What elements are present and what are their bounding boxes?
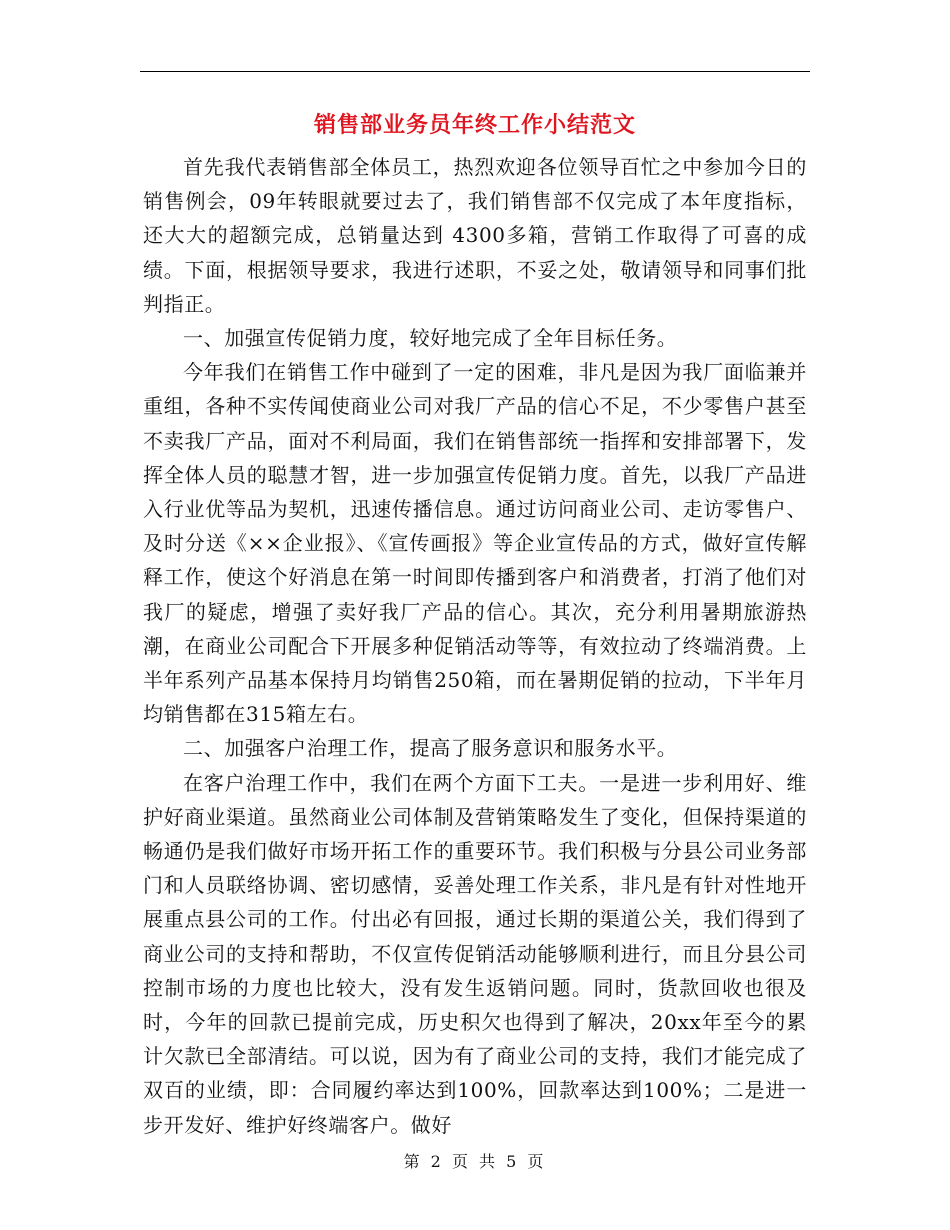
header-rule bbox=[140, 71, 810, 72]
document-body bbox=[143, 150, 807, 1142]
paragraph-intro: 首先我代表销售部全体员工，热烈欢迎各位领导百忙之中参加今日的销售例会，09年转眼就要过去了，我们销售部不仅完成了本年度指标，还大大的超额完成，总销量达到 4300多箱，营销工作取得了可喜的成绩。下面，根据领导要求，我进行述职，不妥之处，敬请领导和同事们批判指正。 bbox=[143, 155, 807, 316]
document-title: 销售部业务员年终工作小结范文 bbox=[313, 112, 636, 138]
page-footer: 第 2 页 共 5 页 bbox=[403, 1152, 547, 1171]
paragraph-customer-management: 在客户治理工作中，我们在两个方面下工夫。一是进一步利用好、维护好商业渠道。虽然商业公司体制及营销策略发生了变化，但保持渠道的畅通仍是我们做好市场开拓工作的重要环节。我们积极与分县公司业务部门和人员联络协调、密切感情，妥善处理工作关系，非凡是有针对性地开展重点县公司的工作。付出必有回报，通过长期的渠道公关，我们得到了商业公司的支持和帮助，不仅宣传促销活动能够顺利进行，而且分县公司控制市场的力度也比较大，没有发生返销问题。同时，货款回收也很及时，今年的回款已提前完成，历史积欠也得到了解决，20xx年至今的累计欠款已全部清结。可以说，因为有了商业公司的支持，我们才能完成了双百的业绩，即：合同履约率达到100%，回款率达到100%；二是进一步开发好、维护好终端客户。做好 bbox=[143, 770, 807, 1137]
section-heading-2: 二、加强客户治理工作，提高了服务意识和服务水平。 bbox=[183, 736, 678, 761]
paragraph-promotion: 今年我们在销售工作中碰到了一定的困难，非凡是因为我厂面临兼并重组，各种不实传闻使商业公司对我厂产品的信心不足，不少零售户甚至不卖我厂产品，面对不利局面，我们在销售部统一指挥和安排部署下，发挥全体人员的聪慧才智，进一步加强宣传促销力度。首先，以我厂产品进入行业优等品为契机，迅速传播信息。通过访问商业公司、走访零售户、及时分送《××企业报》、《宣传画报》等企业宣传品的方式，做好宣传解释工作，使这个好消息在第一时间即传播到客户和消费者，打消了他们对我厂的疑虑，增强了卖好我厂产品的信心。其次，充分利用暑期旅游热潮，在商业公司配合下开展多种促销活动等等，有效拉动了终端消费。上半年系列产品基本保持月均销售250箱，而在暑期促销的拉动，下半年月均销售都在315箱左右。 bbox=[143, 360, 807, 727]
section-heading-1: 一、加强宣传促销力度，较好地完成了全年目标任务。 bbox=[183, 326, 678, 351]
